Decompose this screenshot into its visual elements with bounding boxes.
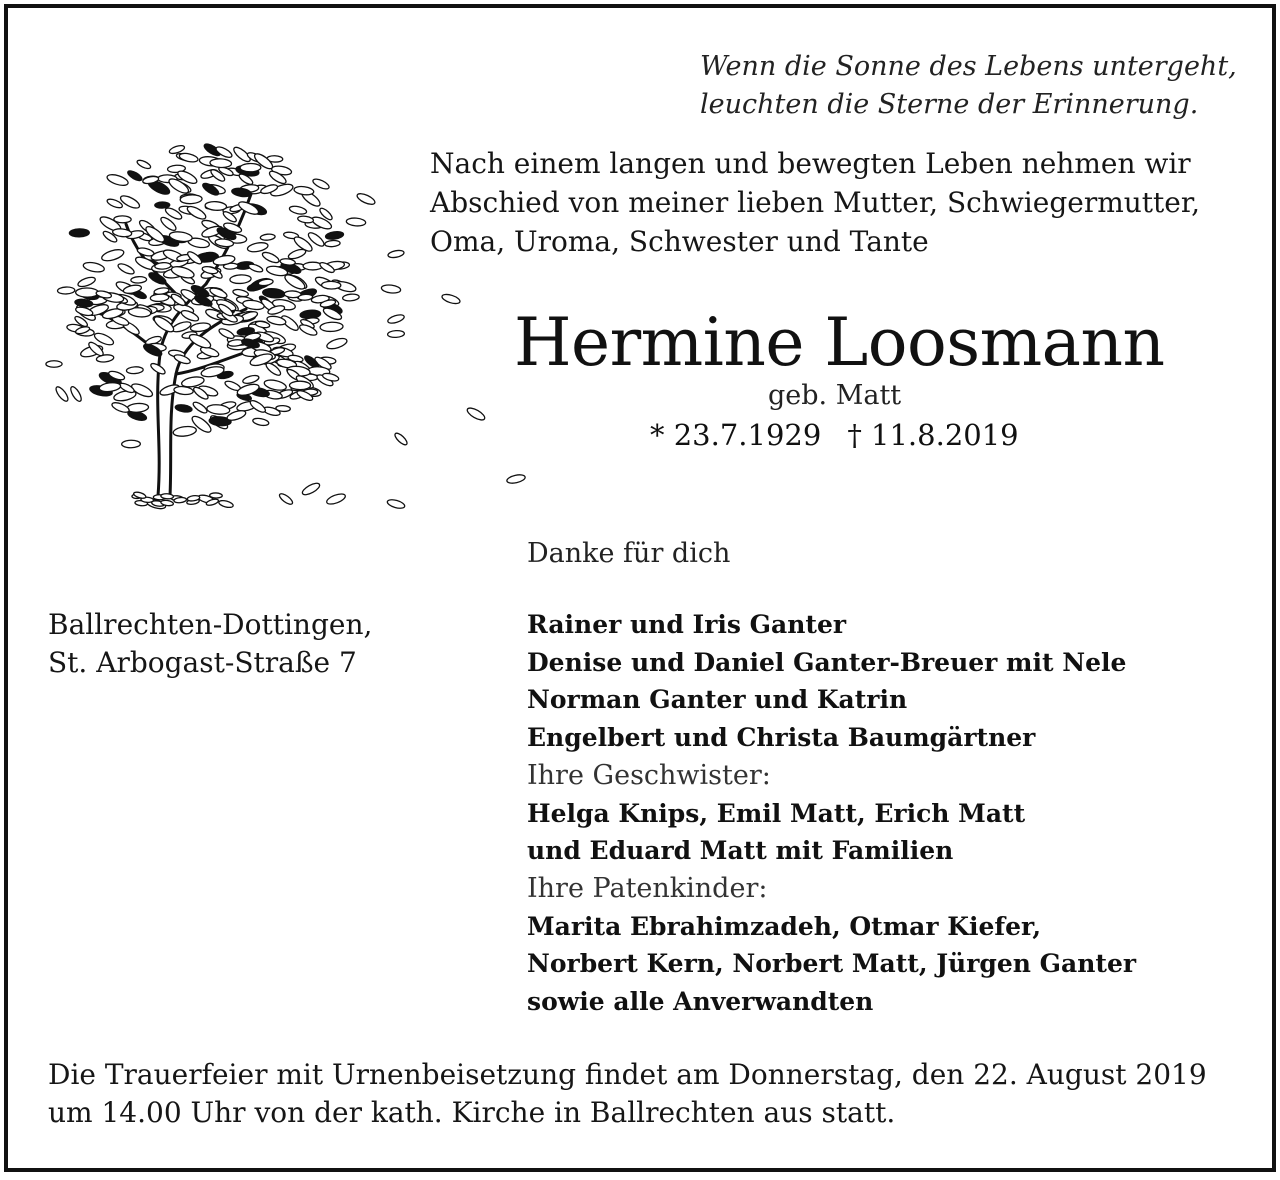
quote-line: Wenn die Sonne des Lebens untergeht,: [700, 51, 1237, 82]
mourner-line: Norman Ganter und Katrin: [527, 685, 908, 715]
ceremony-line: Die Trauerfeier mit Urnenbeisetzung findet am Donnerstag, den 22. August 2019: [48, 1058, 1207, 1091]
mourner-line: Rainer und Iris Ganter: [527, 610, 847, 639]
quote-line: leuchten die Sterne der Erinnerung.: [700, 89, 1199, 120]
intro-text: [430, 144, 1200, 261]
birth-date: * 23.7.1929: [650, 418, 822, 452]
address: [48, 606, 372, 682]
intro-line: Nach einem langen und bewegten Leben nehmen wir: [430, 147, 1191, 180]
ceremony-notice: [48, 1056, 1207, 1132]
mourners-list: [527, 606, 1136, 1021]
address-line: Ballrechten-Dottingen,: [48, 608, 373, 641]
thanks-line: Danke für dich: [527, 538, 731, 569]
maiden-name: geb. Matt: [768, 380, 902, 411]
mourner-line: und Eduard Matt mit Familien: [527, 836, 954, 866]
epitaph-quote: [700, 48, 1237, 124]
death-date: † 11.8.2019: [847, 418, 1019, 452]
mourner-line: Denise und Daniel Ganter-Breuer mit Nele: [527, 647, 1127, 677]
mourner-group-heading: Ihre Patenkinder:: [527, 872, 768, 904]
ceremony-line: um 14.00 Uhr von der kath. Kirche in Ballrechten aus statt.: [48, 1096, 896, 1129]
mourner-group-heading: Ihre Geschwister:: [527, 759, 771, 791]
intro-line: Oma, Uroma, Schwester und Tante: [430, 225, 929, 258]
mourner-line: Engelbert und Christa Baumgärtner: [527, 723, 1036, 753]
mourner-line: Marita Ebrahimzadeh, Otmar Kiefer,: [527, 911, 1042, 941]
deceased-name: Hermine Loosmann: [514, 304, 1165, 381]
life-dates: [650, 416, 1019, 454]
mourner-line: sowie alle Anverwandten: [527, 987, 874, 1017]
mourner-line: Norbert Kern, Norbert Matt, Jürgen Ganter: [527, 949, 1137, 979]
mourner-line: Helga Knips, Emil Matt, Erich Matt: [527, 798, 1026, 828]
address-line: St. Arbogast-Straße 7: [48, 646, 357, 679]
intro-line: Abschied von meiner lieben Mutter, Schwiegermutter,: [430, 186, 1201, 219]
